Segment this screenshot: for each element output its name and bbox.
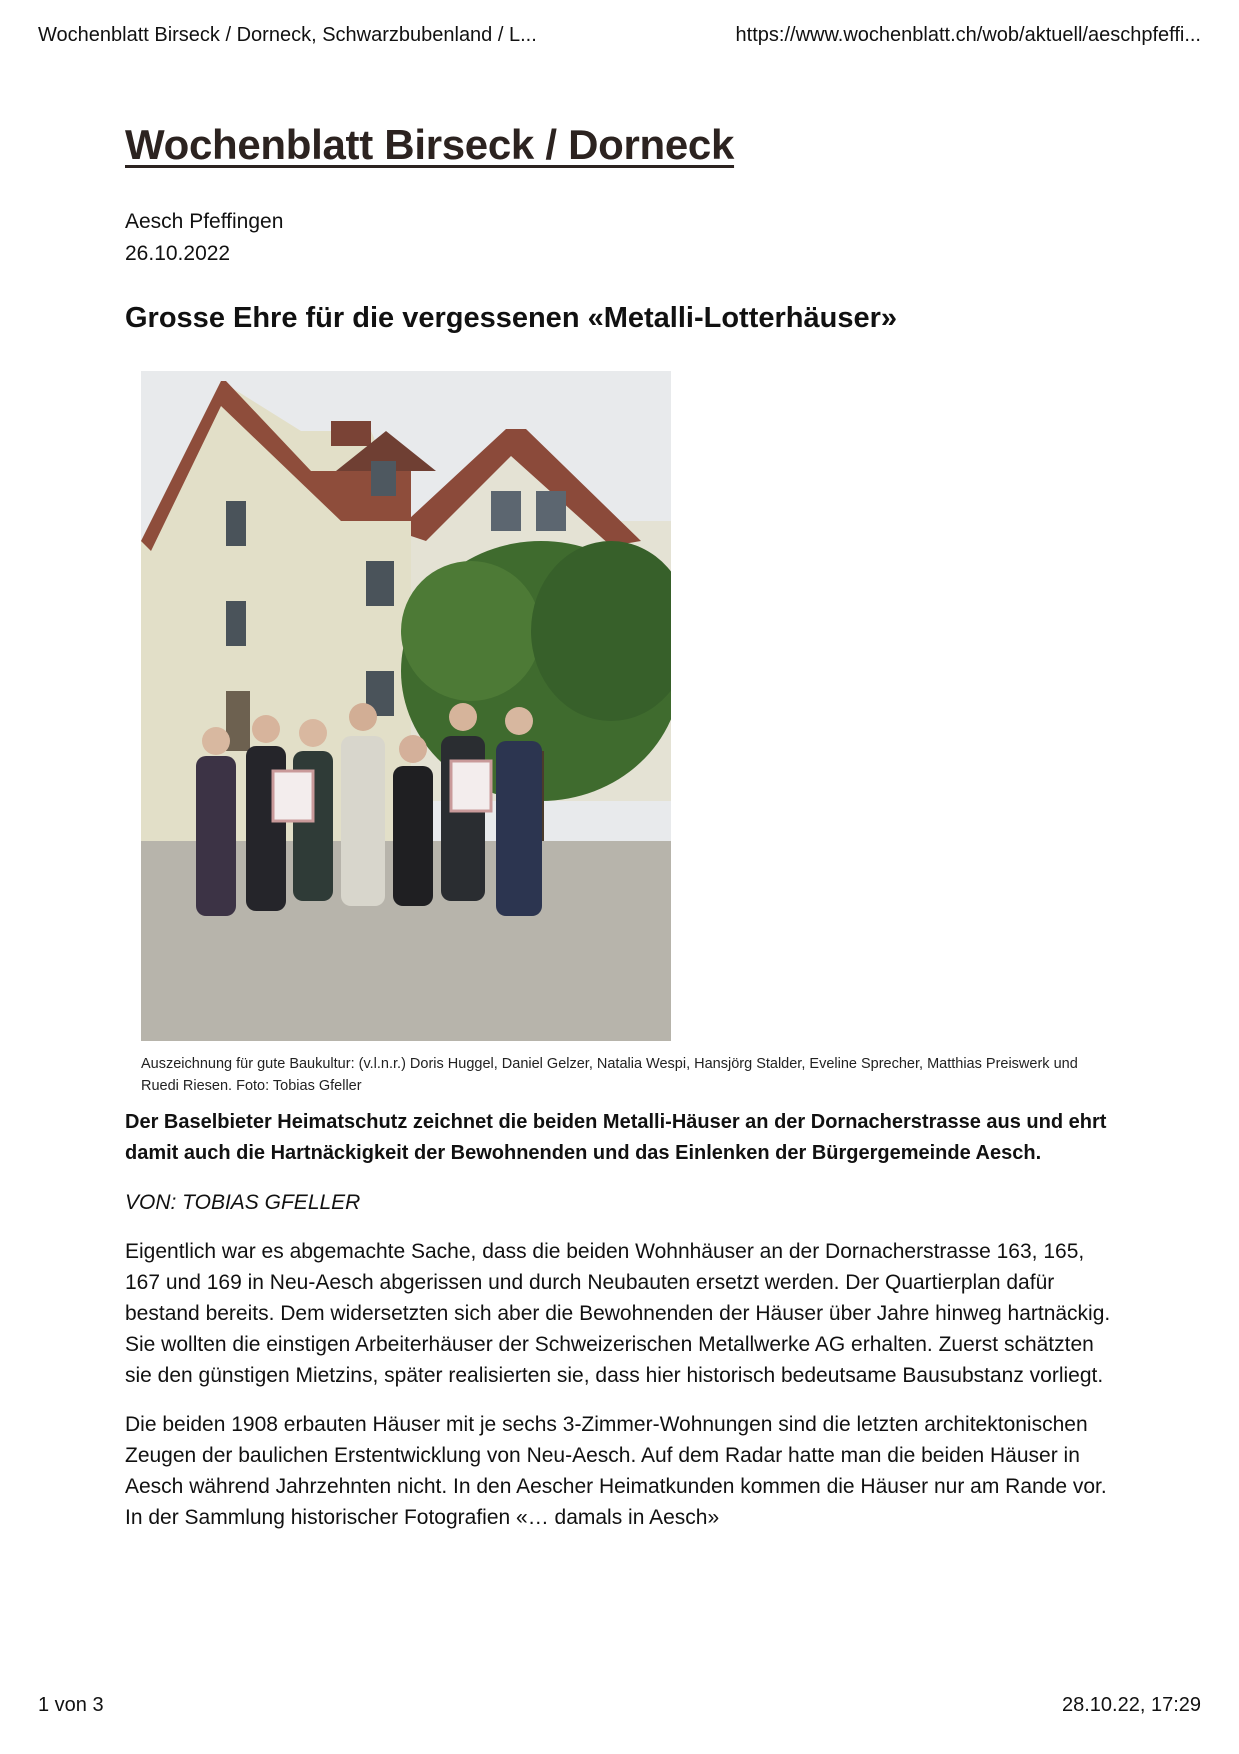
print-footer — [38, 1694, 1201, 1724]
print-header-url: https://www.wochenblatt.ch/wob/aktuell/aeschpfeffi... — [735, 24, 1201, 46]
article-lead: Der Baselbieter Heimatschutz zeichnet die beiden Metalli-Häuser an der Dornacherstrasse aus und ehrt damit auch die Hartnäckigkeit der Bewohnenden und das Einlenken der Bürgergemeinde Aesch. — [125, 1110, 1107, 1164]
article-paragraph: Die beiden 1908 erbauten Häuser mit je sechs 3-Zimmer-Wohnungen sind die letzten architektonischen Zeugen der baulichen Erstentwicklung von Neu-Aesch. Auf dem Radar hatte man die beiden Häuser in Aesch während Jahrzehnten nicht. In den Aescher Heimatkunden kommen die Häuser nur am Rande vor. In der Sammlung historischer Fotografien «… damals in Aesch» — [125, 1412, 1107, 1529]
article-photo — [141, 371, 671, 1041]
print-datetime: 28.10.22, 17:29 — [1061, 1694, 1201, 1716]
print-header — [38, 24, 1201, 54]
article-meta — [125, 206, 1115, 270]
print-header-title: Wochenblatt Birseck / Dorneck, Schwarzbubenland / L... — [38, 24, 537, 46]
site-title-link[interactable]: Wochenblatt Birseck / Dorneck — [125, 121, 735, 168]
article-byline: VON: TOBIAS GFELLER — [125, 1190, 361, 1214]
article-location: Aesch Pfeffingen — [125, 210, 284, 234]
article-headline: Grosse Ehre für die vergessenen «Metalli-Lotterhäuser» — [125, 302, 897, 335]
article-paragraph: Eigentlich war es abgemachte Sache, dass die beiden Wohnhäuser an der Dornacherstrasse 163, 165, 167 und 169 in Neu-Aesch abgerissen und durch Neubauten ersetzt werden. Der Quartierplan dafür bestand bereits. Dem widersetzten sich aber die Bewohnenden der Häuser über Jahre hinweg hartnäckig. Sie wollten die einstigen Arbeiterhäuser der Schweizerischen Metallwerke AG erhalten. Zuerst schätzten sie den günstigen Mietzins, später realisierten sie, dass hier historisch bedeutsame Bausubstanz vorliegt. — [125, 1239, 1111, 1387]
article-content — [125, 120, 1115, 1533]
article-date: 26.10.2022 — [125, 242, 231, 266]
page-number: 1 von 3 — [38, 1694, 104, 1716]
image-caption: Auszeichnung für gute Baukultur: (v.l.n.r.) Doris Huggel, Daniel Gelzer, Natalia Wespi, Hansjörg Stalder, Eveline Sprecher, Matthias Preiswerk und Ruedi Riesen. Foto: Tobias Gfeller — [141, 1055, 1078, 1094]
